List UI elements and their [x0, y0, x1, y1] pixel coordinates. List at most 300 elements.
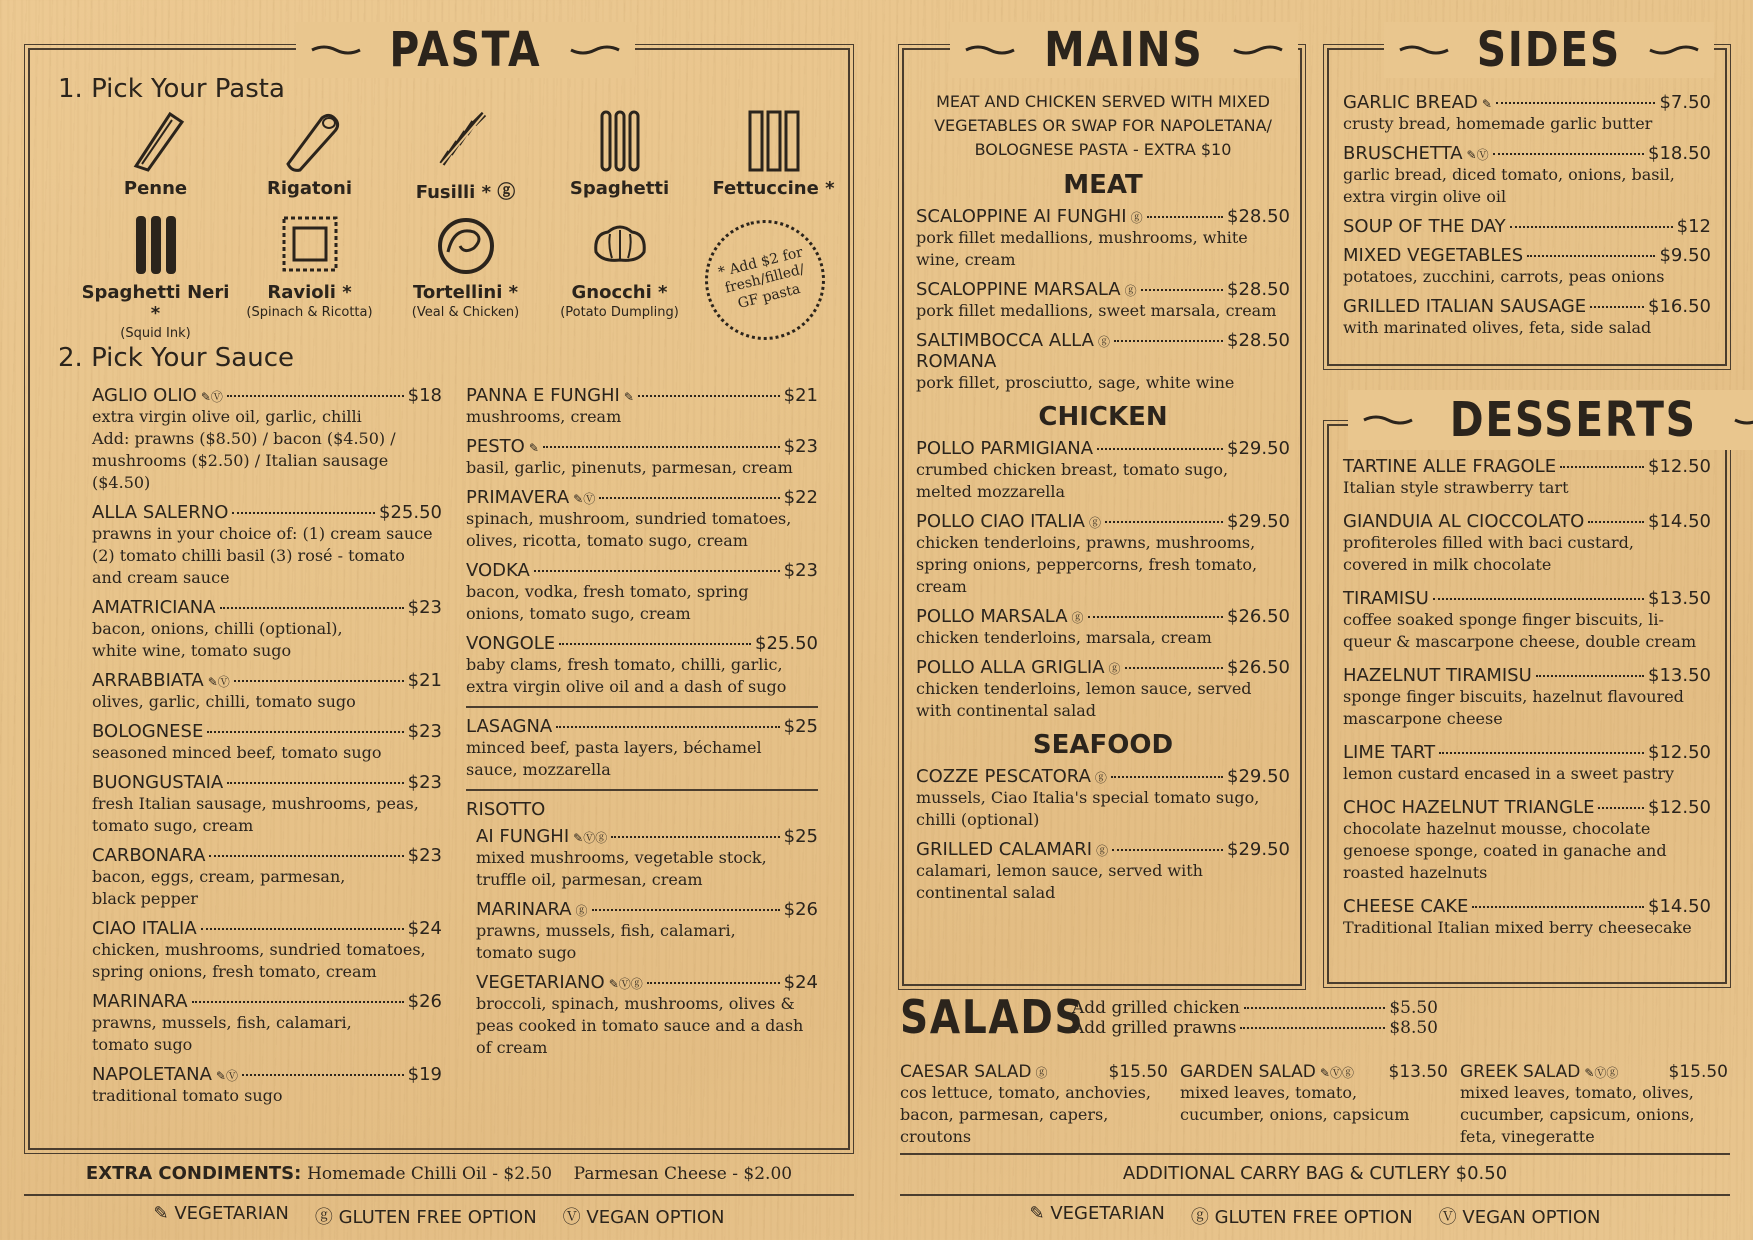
dot-leader: [1088, 616, 1223, 618]
item-header-row: [1343, 143, 1711, 164]
item-name: CHEESE CAKE: [1343, 896, 1469, 917]
item-description: fresh Italian sausage, mushrooms, peas, tomato sugo, cream: [92, 794, 419, 835]
item-price: $26.50: [1227, 606, 1290, 627]
item-name: CARBONARA: [92, 845, 206, 866]
item-header-row: [916, 606, 1290, 627]
item-description: spinach, mushroom, sundried tomatoes, olives, ricotta, tomato sugo, cream: [466, 509, 792, 550]
flourish-right-icon: [569, 44, 621, 56]
meat-list: [916, 206, 1290, 394]
dot-leader: [1147, 216, 1223, 218]
pick-sauce-heading: 2. Pick Your Sauce: [58, 343, 294, 373]
legend-item: [1029, 1203, 1164, 1229]
item-header-row: [92, 1064, 442, 1085]
dot-leader: [227, 395, 404, 397]
item-name: SALTIMBOCCA ALLA ROMANA: [916, 330, 1094, 372]
menu-item: [916, 606, 1290, 649]
salad-item: [900, 1062, 1168, 1148]
item-price: $25.50: [379, 502, 442, 523]
item-price: $23: [407, 597, 442, 618]
condiments-line: [28, 1163, 850, 1184]
gluten-free-icon: ⓖ: [1190, 1207, 1209, 1228]
diet-tags-icon: ⓖ: [1096, 844, 1109, 858]
salads-divider: [900, 1153, 1730, 1155]
item-description: potatoes, zucchini, carrots, peas onions: [1343, 267, 1665, 286]
gnocchi-icon: [542, 212, 697, 276]
pasta-shape-1: [78, 108, 233, 199]
item-description: with marinated olives, feta, side salad: [1343, 318, 1652, 337]
item-name: MARINARA: [476, 899, 572, 920]
item-description: mixed leaves, tomato, cucumber, onions, capsicum: [1180, 1083, 1410, 1124]
item-header-row: [92, 597, 442, 618]
item-header-row: [92, 845, 442, 866]
footer-divider-left: [24, 1194, 854, 1196]
item-price: $28.50: [1227, 330, 1290, 351]
menu-item: [1343, 797, 1711, 884]
legend-label: GLUTEN FREE OPTION: [338, 1207, 537, 1228]
item-name: GRILLED CALAMARI: [916, 839, 1093, 860]
flourish-left-icon: [1398, 44, 1450, 56]
pick-pasta-heading: 1. Pick Your Pasta: [58, 74, 285, 104]
menu-item: [916, 438, 1290, 503]
tortellini-icon: [388, 212, 543, 276]
menu-item: [916, 657, 1290, 722]
item-header-row: [466, 716, 818, 737]
vegetarian-icon: ✎: [153, 1203, 169, 1224]
item-header-row: [466, 560, 818, 581]
item-name: POLLO ALLA GRIGLIA: [916, 657, 1105, 678]
mains-title: MAINS: [1044, 22, 1204, 78]
item-name: VODKA: [466, 560, 530, 581]
item-name: ALLA SALERNO: [92, 502, 229, 523]
item-price: $26.50: [1227, 657, 1290, 678]
menu-item: [466, 436, 818, 479]
item-price: $25.50: [755, 633, 818, 654]
item-price: $26: [407, 991, 442, 1012]
item-name: AGLIO OLIO: [92, 385, 197, 406]
spaghetti-icon: [542, 108, 697, 172]
item-name: PANNA E FUNGHI: [466, 385, 620, 406]
pasta-shape-name: Spaghetti: [569, 178, 670, 199]
diet-tags-icon: ⓖ: [1108, 662, 1121, 676]
menu-item: [466, 385, 818, 428]
pasta-shape-8: [388, 212, 543, 320]
diet-tags-icon: ✎Ⓥ: [200, 390, 223, 404]
item-description: calamari, lemon sauce, served with continental salad: [916, 861, 1203, 902]
legend-item: [1191, 1203, 1413, 1229]
item-description: cos lettuce, tomato, anchovies, bacon, parmesan, capers, croutons: [900, 1083, 1151, 1146]
stamp-text: * Add $2 for fresh/filled/ GF pasta: [716, 244, 807, 312]
flourish-right-icon: [1648, 44, 1700, 56]
item-name: GARDEN SALAD: [1180, 1062, 1316, 1082]
item-price: $23: [407, 845, 442, 866]
item-name: PRIMAVERA: [466, 487, 570, 508]
item-name: HAZELNUT TIRAMISU: [1343, 665, 1532, 686]
spaghetti-neri-icon: [78, 212, 233, 276]
menu-item: [466, 633, 818, 698]
diet-tags-icon: ✎Ⓥ: [215, 1069, 238, 1083]
condiments-label: EXTRA CONDIMENTS:: [85, 1163, 302, 1184]
item-name: CIAO ITALIA: [92, 918, 197, 939]
item-header-row: [466, 633, 818, 654]
item-price: $12.50: [1648, 742, 1711, 763]
item-price: $12.50: [1648, 797, 1711, 818]
item-header-row: [1343, 456, 1711, 477]
menu-item: [92, 918, 442, 983]
gluten-free-icon: ⓖ: [314, 1207, 333, 1228]
item-price: $25: [783, 716, 818, 737]
menu-item: [476, 899, 818, 964]
item-header-row: [92, 721, 442, 742]
item-price: $13.50: [1648, 665, 1711, 686]
item-description: mixed mushrooms, vegetable stock, truffle oil, parmesan, cream: [476, 848, 767, 889]
item-header-row: [916, 206, 1290, 227]
item-header-row: [916, 438, 1290, 459]
menu-item: [916, 279, 1290, 322]
diet-tags-icon: ✎Ⓥ: [1466, 148, 1489, 162]
menu-item: [1343, 742, 1711, 785]
item-description: olives, garlic, chilli, tomato sugo: [92, 692, 356, 711]
item-header-row: [900, 1062, 1168, 1082]
menu-item: [916, 766, 1290, 831]
seafood-heading: SEAFOOD: [1032, 730, 1174, 760]
dot-leader: [1536, 675, 1644, 677]
item-price: $24: [783, 972, 818, 993]
menu-item: [916, 330, 1290, 394]
item-header-row: [916, 766, 1290, 787]
item-price: $9.50: [1659, 245, 1711, 266]
sauces-left-column: [92, 385, 442, 1115]
menu-item: [1343, 665, 1711, 730]
item-header-row: [92, 502, 442, 523]
item-name: POLLO CIAO ITALIA: [916, 511, 1085, 532]
sides-title: SIDES: [1476, 22, 1621, 78]
item-price: $26: [783, 899, 818, 920]
item-header-row: [92, 385, 442, 406]
item-name: LIME TART: [1343, 742, 1436, 763]
pasta-shape-name: Tortellini *: [412, 282, 519, 303]
dot-leader: [209, 855, 403, 857]
dot-leader: [1114, 340, 1223, 342]
salad-addon-price: $8.50: [1389, 1018, 1438, 1038]
item-header-row: [466, 385, 818, 406]
item-price: $28.50: [1227, 279, 1290, 300]
item-name: CHOC HAZELNUT TRIANGLE: [1343, 797, 1595, 818]
sauces-right-column: [466, 385, 818, 1067]
item-description: chicken tenderloins, marsala, cream: [916, 628, 1212, 647]
dot-leader: [1433, 598, 1644, 600]
dot-leader: [599, 497, 779, 499]
item-name: POLLO MARSALA: [916, 606, 1068, 627]
item-header-row: [1343, 92, 1711, 113]
item-header-row: [916, 330, 1290, 372]
dot-leader: [1141, 289, 1223, 291]
item-name: VEGETARIANO: [476, 972, 605, 993]
flourish-left-icon: [1362, 414, 1414, 426]
dot-leader: [234, 680, 404, 682]
dot-leader: [1527, 255, 1655, 257]
item-description: basil, garlic, pinenuts, parmesan, cream: [466, 458, 793, 477]
item-description: lemon custard encased in a sweet pastry: [1343, 764, 1675, 783]
pasta-shape-note: (Veal & Chicken): [411, 305, 520, 320]
legend-label: VEGETARIAN: [174, 1203, 289, 1224]
sides-list: [1343, 92, 1711, 347]
menu-item: [916, 511, 1290, 598]
dot-leader: [220, 607, 404, 609]
dot-leader: [534, 570, 780, 572]
item-description: extra virgin olive oil, garlic, chilli Add: prawns ($8.50) / bacon ($4.50) / mushrooms ($2.50) / Italian sausage ($4.50): [92, 407, 396, 492]
item-description: sponge finger biscuits, hazelnut flavoured mascarpone cheese: [1343, 687, 1684, 728]
item-price: $18.50: [1648, 143, 1711, 164]
dot-leader: [207, 731, 403, 733]
legend-label: VEGAN OPTION: [1462, 1207, 1601, 1228]
item-header-row: [1180, 1062, 1448, 1082]
item-description: traditional tomato sugo: [92, 1086, 283, 1105]
vegan-icon: Ⓥ: [562, 1207, 581, 1228]
item-header-row: [1343, 797, 1711, 818]
item-header-row: [1343, 216, 1711, 237]
item-header-row: [916, 511, 1290, 532]
legend-right: [900, 1203, 1730, 1229]
dot-leader: [1111, 776, 1223, 778]
pasta-shape-name: Penne: [123, 178, 188, 199]
diet-tags-icon: ✎Ⓥⓖ: [1584, 1066, 1619, 1080]
dot-leader: [1560, 466, 1644, 468]
item-header-row: [916, 279, 1290, 300]
item-price: $23: [783, 560, 818, 581]
pasta-title: PASTA: [389, 22, 542, 78]
menu-item: [92, 845, 442, 910]
item-description: pork fillet, prosciutto, sage, white wine: [916, 373, 1235, 392]
menu-item: [92, 721, 442, 764]
item-header-row: [92, 991, 442, 1012]
flourish-right-icon: [1733, 414, 1753, 426]
item-price: $13.50: [1648, 588, 1711, 609]
pasta-shape-9: [542, 212, 697, 320]
item-price: $29.50: [1227, 839, 1290, 860]
item-price: $21: [783, 385, 818, 406]
item-description: prawns in your choice of: (1) cream sauce (2) tomato chilli basil (3) rosé - tomato and cream sauce: [92, 524, 433, 587]
dot-leader: [1125, 667, 1223, 669]
item-header-row: [466, 436, 818, 457]
menu-item: [1343, 143, 1711, 208]
menu-item: [466, 560, 818, 625]
pasta-shape-7: [232, 212, 387, 320]
diet-tags-icon: ⓖ: [1097, 335, 1110, 349]
dot-leader: [1493, 153, 1644, 155]
diet-tags-icon: ✎: [1481, 97, 1492, 111]
menu-item: [1343, 92, 1711, 135]
menu-item: [1343, 245, 1711, 288]
dot-leader: [192, 1001, 404, 1003]
legend-item: [153, 1203, 288, 1229]
diet-tags-icon: ⓖ: [575, 904, 588, 918]
item-name: CAESAR SALAD: [900, 1062, 1032, 1082]
dot-leader: [647, 982, 780, 984]
risotto-list: [476, 826, 818, 1059]
item-price: $15.50: [1108, 1062, 1168, 1082]
legend-label: VEGAN OPTION: [586, 1207, 725, 1228]
item-price: $14.50: [1648, 511, 1711, 532]
legend-left: [24, 1203, 854, 1229]
diet-tags-icon: ⓖ: [1130, 211, 1143, 225]
mains-column: [916, 52, 1290, 912]
item-header-row: [1343, 742, 1711, 763]
salads-title: SALADS: [900, 990, 1085, 1044]
penne-icon: [78, 108, 233, 172]
item-description: chicken tenderloins, lemon sauce, served with continental salad: [916, 679, 1252, 720]
item-name: BUONGUSTAIA: [92, 772, 224, 793]
menu-item: [92, 597, 442, 662]
menu-item: [476, 972, 818, 1059]
item-price: $12.50: [1648, 456, 1711, 477]
diet-tags-icon: ⓖ: [1124, 284, 1137, 298]
item-description: bacon, onions, chilli (optional), white wine, tomato sugo: [92, 619, 343, 660]
item-price: $12: [1676, 216, 1711, 237]
ravioli-icon: [232, 212, 387, 276]
item-name: MARINARA: [92, 991, 188, 1012]
footer-divider-right: [900, 1194, 1730, 1196]
item-price: $15.50: [1668, 1062, 1728, 1082]
item-header-row: [1460, 1062, 1728, 1082]
dot-leader: [227, 782, 403, 784]
item-name: LASAGNA: [466, 716, 553, 737]
section-divider: [466, 789, 818, 791]
salad-addon-price: $5.50: [1389, 998, 1438, 1018]
item-description: chicken, mushrooms, sundried tomatoes, spring onions, fresh tomato, cream: [92, 940, 426, 981]
pasta-shape-name: Ravioli *: [267, 282, 352, 303]
dot-leader: [1598, 807, 1644, 809]
diet-tags-icon: ✎: [528, 441, 539, 455]
dot-leader: [1496, 102, 1656, 104]
item-header-row: [92, 918, 442, 939]
item-description: bacon, vodka, fresh tomato, spring onions, tomato sugo, cream: [466, 582, 749, 623]
item-name: TIRAMISU: [1343, 588, 1429, 609]
salad-item: [1180, 1062, 1448, 1126]
item-price: $29.50: [1227, 438, 1290, 459]
item-name: GARLIC BREAD: [1343, 92, 1478, 113]
pasta-header: [296, 22, 635, 78]
item-name: POLLO PARMIGIANA: [916, 438, 1094, 459]
menu-item: [92, 502, 442, 589]
fusilli-icon: [388, 108, 543, 172]
dot-leader: [543, 446, 780, 448]
dot-leader: [1240, 1027, 1385, 1029]
pasta-shape-name: Fusilli * ⓖ: [415, 182, 516, 203]
item-header-row: [1343, 511, 1711, 532]
diet-tags-icon: ⓖ: [1088, 516, 1101, 530]
item-price: $19: [407, 1064, 442, 1085]
diet-tags-icon: ✎Ⓥⓖ: [608, 977, 643, 991]
item-description: seasoned minced beef, tomato sugo: [92, 743, 382, 762]
item-name: BOLOGNESE: [92, 721, 204, 742]
pasta-shape-5: [696, 108, 851, 199]
item-name: BRUSCHETTA: [1343, 143, 1463, 164]
item-name: MIXED VEGETABLES: [1343, 245, 1524, 266]
dot-leader: [611, 836, 779, 838]
section-divider: [466, 706, 818, 708]
dot-leader: [1439, 752, 1644, 754]
vegetarian-icon: ✎: [1029, 1203, 1045, 1224]
risotto-heading: RISOTTO: [466, 799, 546, 820]
item-price: $14.50: [1648, 896, 1711, 917]
pasta-shape-note: (Spinach & Ricotta): [246, 305, 373, 320]
salad-addons: [1072, 998, 1438, 1038]
desserts-list: [1343, 456, 1711, 951]
mains-intro: MEAT AND CHICKEN SERVED WITH MIXED VEGETABLES OR SWAP FOR NAPOLETANA/ BOLOGNESE PASTA - EXTRA $10: [934, 92, 1272, 159]
menu-item: [1343, 511, 1711, 576]
item-description: prawns, mussels, fish, calamari, tomato sugo: [476, 921, 736, 962]
dot-leader: [592, 909, 780, 911]
item-price: $25: [783, 826, 818, 847]
item-description: Traditional Italian mixed berry cheesecake: [1343, 918, 1692, 937]
diet-tags-icon: ⓖ: [1035, 1066, 1048, 1080]
diet-tags-icon: ✎Ⓥⓖ: [573, 831, 608, 845]
pasta-shape-note: (Squid Ink): [120, 326, 191, 341]
item-header-row: [916, 657, 1290, 678]
diet-tags-icon: ✎Ⓥ: [573, 492, 596, 506]
carry-bag-line: ADDITIONAL CARRY BAG & CUTLERY $0.50: [1122, 1163, 1508, 1184]
dot-leader: [556, 726, 779, 728]
dot-leader: [1097, 448, 1223, 450]
menu-item: [1343, 216, 1711, 237]
salad-item: [1460, 1062, 1728, 1148]
chicken-list: [916, 438, 1290, 722]
legend-item: [315, 1203, 537, 1229]
item-header-row: [466, 487, 818, 508]
item-name: SOUP OF THE DAY: [1343, 216, 1506, 237]
item-description: minced beef, pasta layers, béchamel sauce, mozzarella: [466, 738, 762, 779]
item-price: $29.50: [1227, 766, 1290, 787]
item-name: NAPOLETANA: [92, 1064, 212, 1085]
item-header-row: [916, 839, 1290, 860]
menu-item: [466, 487, 818, 552]
legend-label: VEGETARIAN: [1050, 1203, 1165, 1224]
item-name: TARTINE ALLE FRAGOLE: [1343, 456, 1557, 477]
item-description: bacon, eggs, cream, parmesan, black pepper: [92, 867, 346, 908]
item-header-row: [92, 772, 442, 793]
condiments-text: Homemade Chilli Oil - $2.50 Parmesan Cheese - $2.00: [307, 1164, 793, 1184]
item-price: $7.50: [1659, 92, 1711, 113]
item-description: crusty bread, homemade garlic butter: [1343, 114, 1653, 133]
menu-item: [92, 991, 442, 1056]
rigatoni-icon: [232, 108, 387, 172]
dot-leader: [1510, 226, 1673, 228]
item-name: SCALOPPINE MARSALA: [916, 279, 1121, 300]
item-price: $24: [407, 918, 442, 939]
menu-item: [92, 385, 442, 494]
item-name: COZZE PESCATORA: [916, 766, 1091, 787]
menu-item: [466, 716, 818, 781]
menu-item: [1343, 296, 1711, 339]
vegan-icon: Ⓥ: [1438, 1207, 1457, 1228]
item-price: $23: [783, 436, 818, 457]
dot-leader: [1244, 1007, 1385, 1009]
dot-leader: [1588, 521, 1644, 523]
desserts-header: [1348, 390, 1753, 450]
pasta-shape-3: [388, 108, 543, 204]
pasta-shape-2: [232, 108, 387, 199]
item-name: GRILLED ITALIAN SAUSAGE: [1343, 296, 1587, 317]
item-name: AI FUNGHI: [476, 826, 570, 847]
salad-addon-row: [1072, 998, 1438, 1018]
item-price: $13.50: [1388, 1062, 1448, 1082]
item-name: GREEK SALAD: [1460, 1062, 1581, 1082]
item-header-row: [1343, 665, 1711, 686]
item-price: $18: [407, 385, 442, 406]
item-description: pork fillet medallions, mushrooms, white wine, cream: [916, 228, 1248, 269]
diet-tags-icon: ✎Ⓥ: [207, 675, 230, 689]
fettuccine-icon: [696, 108, 851, 172]
